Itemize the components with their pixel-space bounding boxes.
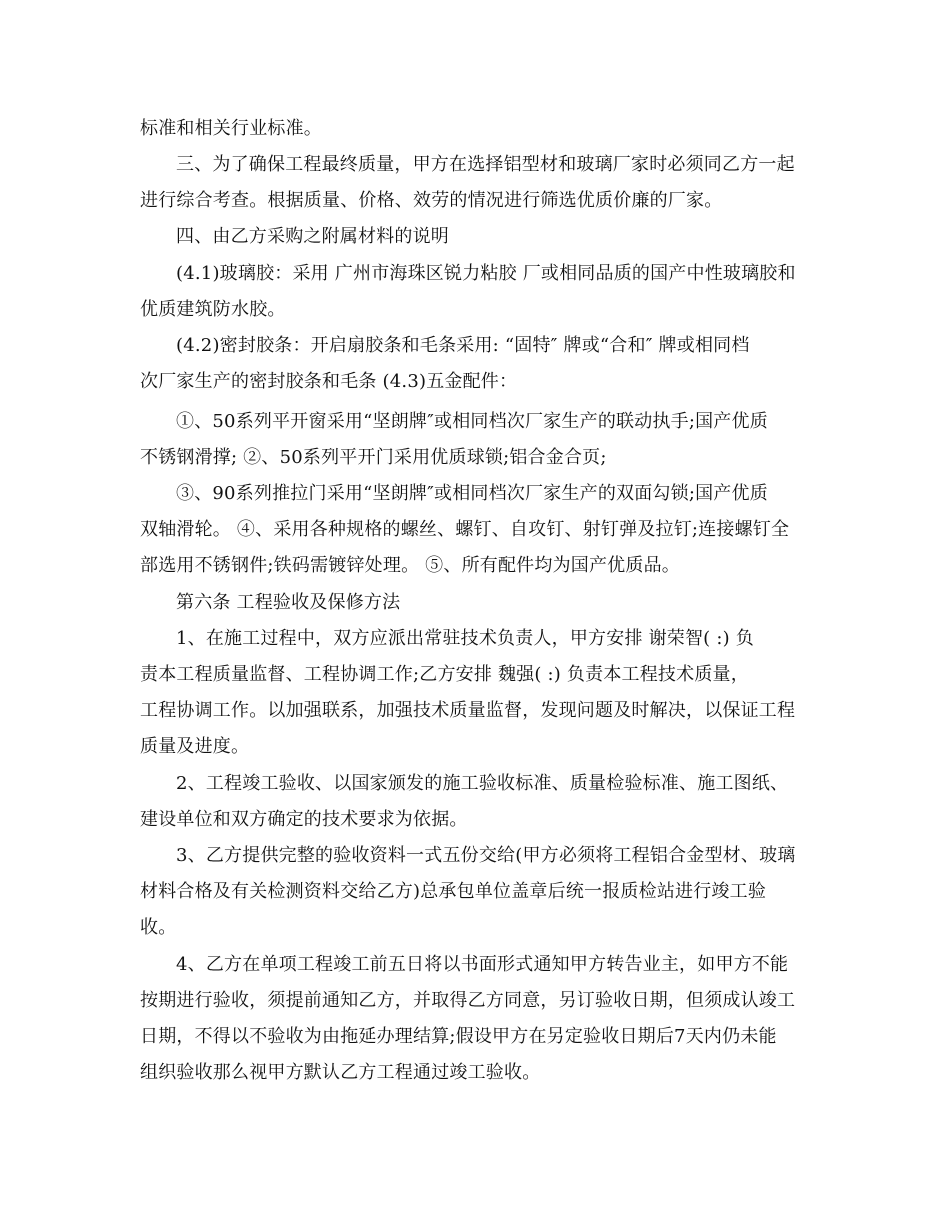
text-line: 部选用不锈钢件;铁码需镀锌处理。 ⑤、所有配件均为国产优质品。: [140, 555, 680, 576]
text-line: 质量及进度。: [140, 736, 250, 757]
text-line: 按期进行验收，须提前通知乙方，并取得乙方同意，另订验收日期，但须成认竣工: [140, 990, 796, 1011]
text-line: 1、在施工过程中，双方应派出常驻技术负责人，甲方安排 谢荣智( :) 负: [176, 628, 754, 649]
text-line: 4、乙方在单项工程竣工前五日将以书面形式通知甲方转告业主，如甲方不能: [176, 954, 789, 975]
text-line: 工程协调工作。以加强联系，加强技术质量监督，发现问题及时解决，以保证工程: [140, 700, 796, 721]
text-line: 不锈钢滑撑; ②、50系列平开门采用优质球锁;铝合金合页;: [140, 447, 607, 468]
text-line: 次厂家生产的密封胶条和毛条 (4.3)五金配件：: [140, 371, 518, 392]
text-line: 三、为了确保工程最终质量，甲方在选择铝型材和玻璃厂家时必须同乙方一起: [176, 154, 795, 175]
text-line: 3、乙方提供完整的验收资料一式五份交给(甲方必须将工程铝合金型材、玻璃: [176, 845, 796, 866]
text-line: 收。: [140, 917, 177, 938]
text-line: ①、50系列平开窗采用“坚朗牌″或相同档次厂家生产的联动执手;国产优质: [176, 411, 768, 432]
text-line: 材料合格及有关检测资料交给乙方)总承包单位盖章后统一报质检站进行竣工验: [140, 881, 767, 902]
text-line: 建设单位和双方确定的技术要求为依据。: [140, 809, 468, 830]
text-line: 标准和相关行业标准。: [140, 118, 322, 139]
text-line: (4.1)玻璃胶：采用 广州市海珠区锐力粘胶 厂或相同品质的国产中性玻璃胶和: [176, 263, 796, 284]
text-line: 优质建筑防水胶。: [140, 299, 286, 320]
text-line: ③、90系列推拉门采用“坚朗牌″或相同档次厂家生产的双面勾锁;国产优质: [176, 483, 768, 504]
text-line: 第六条 工程验收及保修方法: [176, 592, 401, 613]
text-line: 双轴滑轮。 ④、采用各种规格的螺丝、螺钉、自攻钉、射钉弹及拉钉;连接螺钉全: [140, 519, 790, 540]
text-line: 责本工程质量监督、工程协调工作;乙方安排 魏强( :) 负责本工程技术质量，: [140, 664, 749, 685]
text-line: 组织验收那么视甲方默认乙方工程通过竣工验收。: [140, 1062, 541, 1083]
text-line: 进行综合考查。根据质量、价格、效劳的情况进行筛选优质价廉的厂家。: [140, 190, 723, 211]
text-line: 日期，不得以不验收为由拖延办理结算;假设甲方在另定验收日期后7天内仍未能: [140, 1026, 777, 1047]
text-line: (4.2)密封胶条：开启扇胶条和毛条采用: “固特″ 牌或“合和″ 牌或相同档: [176, 335, 750, 356]
text-line: 四、由乙方采购之附属材料的说明: [176, 226, 449, 247]
text-line: 2、工程竣工验收、以国家颁发的施工验收标准、质量检验标准、施工图纸、: [176, 773, 789, 794]
